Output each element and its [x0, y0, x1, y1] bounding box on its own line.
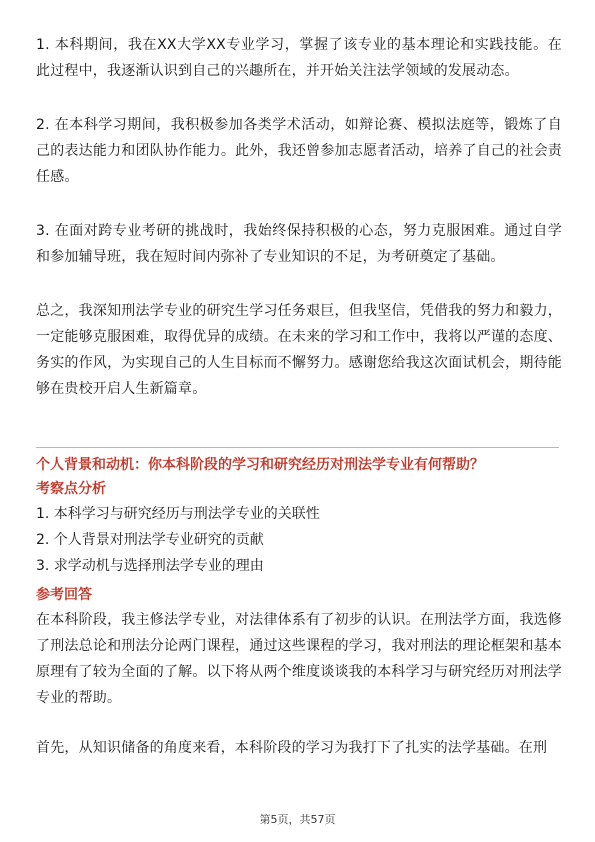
answer-paragraph-2: 首先，从知识储备的角度来看，本科阶段的学习为我打下了扎实的法学基础。在刑 [36, 740, 548, 756]
answer-paragraph-1: 在本科阶段，我主修法学专业，对法律体系有了初步的认识。在刑法学方面，我选修了刑法总论和刑法分论两门课程，通过这些课程的学习，我对刑法的理论框架和基本原理有了较为全面的了解。以下将从两个维度谈谈我的本科学习与研究经历对刑法学专业的帮助。 [36, 612, 562, 706]
intro-section [36, 32, 562, 402]
question-title: 个人背景和动机：你本科阶段的学习和研究经历对刑法学专业有何帮助？ [36, 457, 484, 473]
paragraph-summary: 总之，我深知刑法学专业的研究生学习任务艰巨，但我坚信，凭借我的努力和毅力，一定能够克服困难，取得优异的成绩。在未来的学习和工作中，我将以严谨的态度、务实的作风，为实现自己的人生目标而不懈努力。感谢您给我这次面试机会，期待能够在贵校开启人生新篇章。 [36, 303, 562, 397]
analysis-point-1: 1. 本科学习与研究经历与刑法学专业的关联性 [36, 506, 320, 522]
analysis-heading: 考察点分析 [36, 481, 106, 497]
paragraph-3: 3. 在面对跨专业考研的挑战时，我始终保持积极的心态，努力克服困难。通过自学和参加辅导班，我在短时间内弥补了专业知识的不足，为考研奠定了基础。 [36, 223, 562, 265]
analysis-point-2: 2. 个人背景对刑法学专业研究的贡献 [36, 532, 264, 548]
paragraph-2: 2. 在本科学习期间，我积极参加各类学术活动，如辩论赛、模拟法庭等，锻炼了自己的表达能力和团队协作能力。此外，我还曾参加志愿者活动，培养了自己的社会责任感。 [36, 117, 562, 185]
analysis-point-3: 3. 求学动机与选择刑法学专业的理由 [36, 558, 264, 574]
answer-heading: 参考回答 [36, 587, 92, 603]
question-section [36, 453, 562, 761]
section-divider [36, 447, 559, 448]
paragraph-1: 1. 本科期间，我在XX大学XX专业学习，掌握了该专业的基本理论和实践技能。在此过程中，我逐渐认识到自己的兴趣所在，并开始关注法学领域的发展动态。 [36, 37, 562, 79]
page-number: 第5页，共57页 [259, 813, 336, 826]
